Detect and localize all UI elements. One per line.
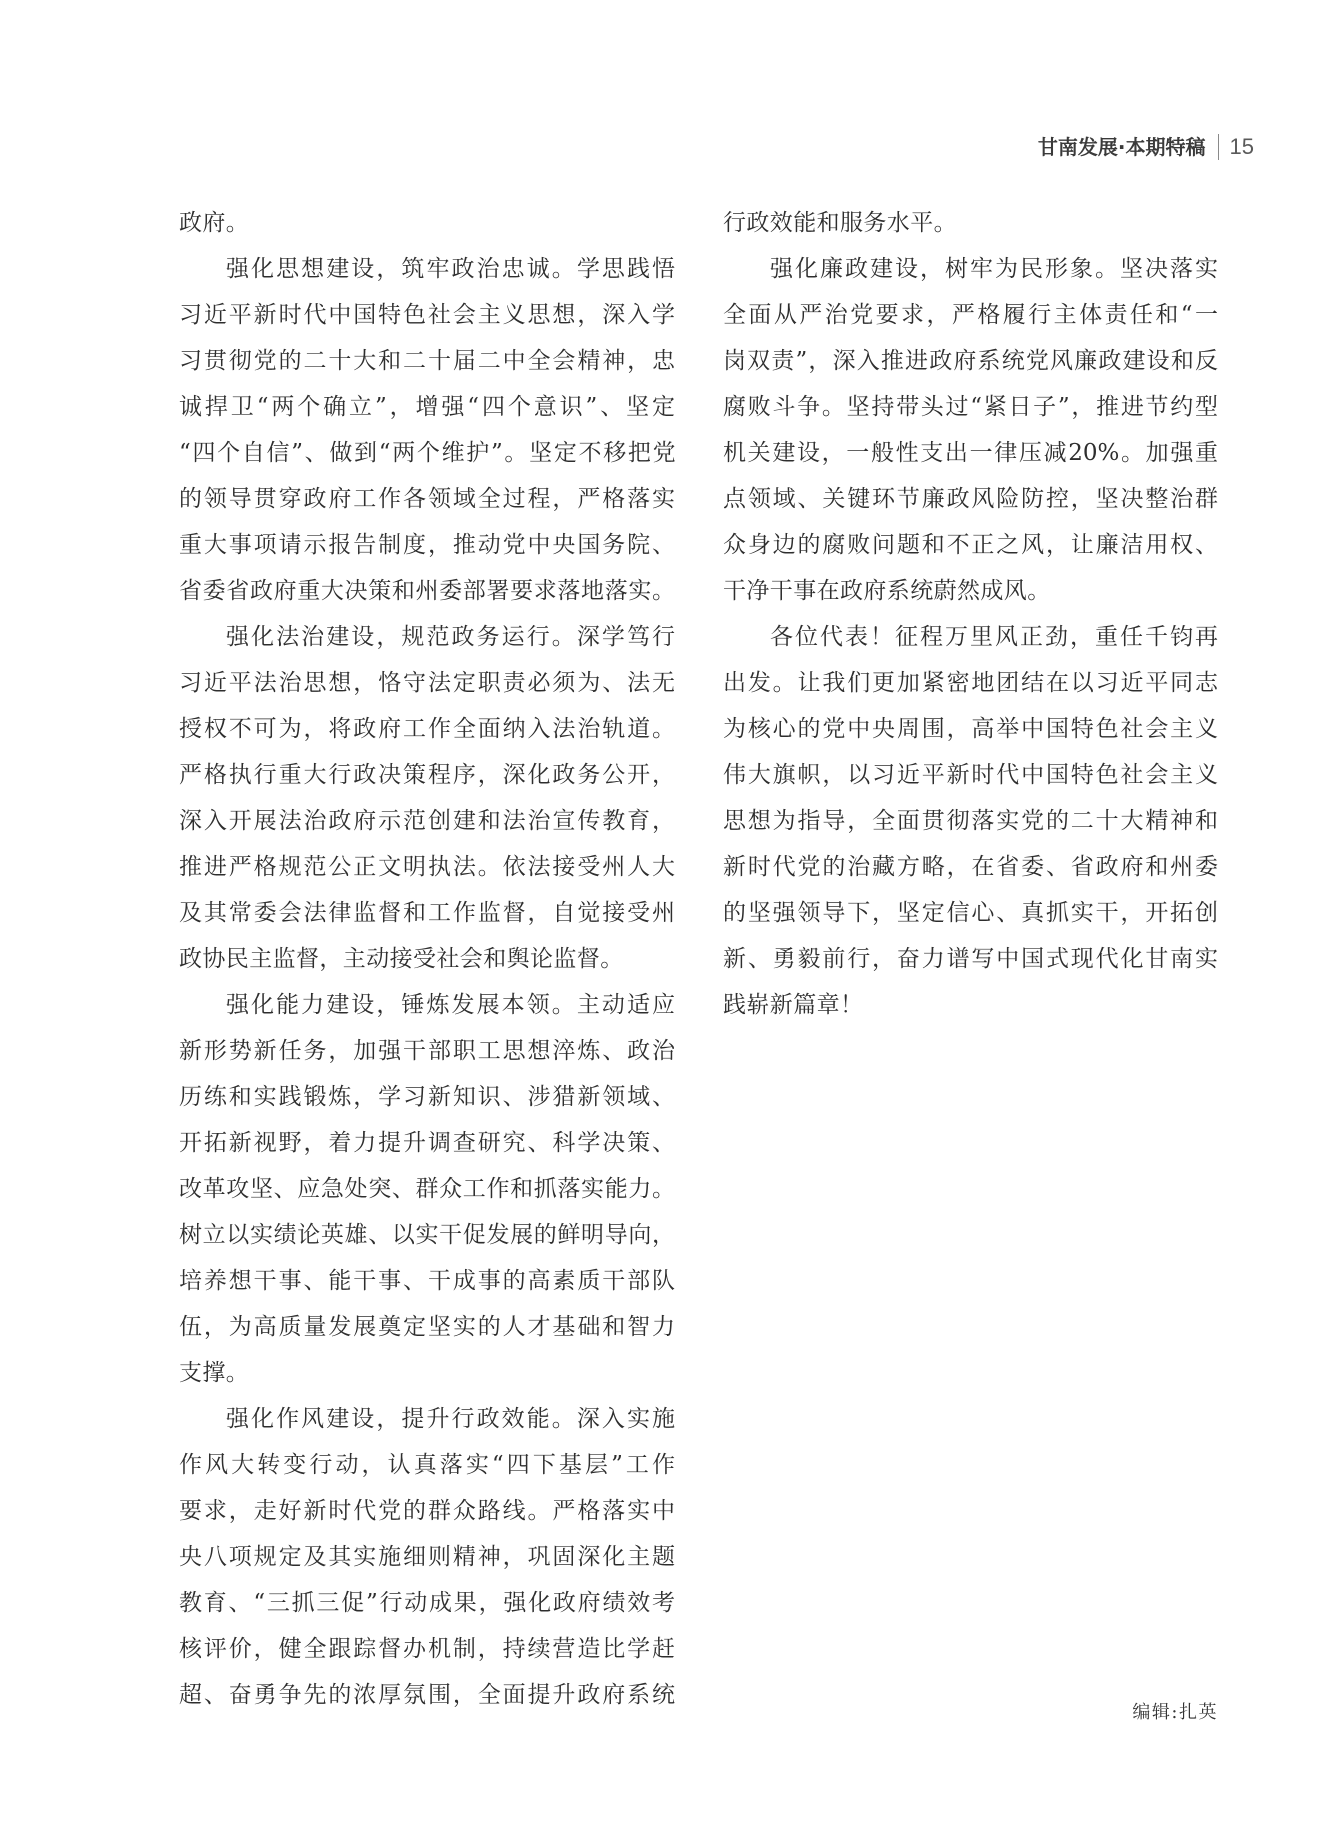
text-line: 树立以实绩论英雄、以实干促发展的鲜明导向， xyxy=(179,1222,675,1248)
text-line: 强化作风建设，提升行政效能。深入实施 xyxy=(226,1406,675,1432)
text-line: 新时代党的治藏方略，在省委、省政府和州委 xyxy=(723,854,1218,880)
text-line: 机关建设，一般性支出一律压减20%。加强重 xyxy=(723,440,1218,466)
paragraph xyxy=(179,200,675,246)
text-line: 践崭新篇章！ xyxy=(723,992,864,1018)
text-line: 政协民主监督，主动接受社会和舆论监督。 xyxy=(179,946,624,972)
text-line: 培养想干事、能干事、干成事的高素质干部队 xyxy=(179,1268,675,1294)
text-line: 及其常委会法律监督和工作监督，自觉接受州 xyxy=(179,900,675,926)
text-line: 各位代表！征程万里风正劲，重任千钧再 xyxy=(770,624,1218,650)
text-line: 诚捍卫“两个确立”，增强“四个意识”、坚定 xyxy=(179,394,675,420)
paragraph xyxy=(179,246,675,614)
text-line: 点领域、关键环节廉政风险防控，坚决整治群 xyxy=(723,486,1218,512)
paragraph xyxy=(179,614,675,982)
text-line: 干净干事在政府系统蔚然成风。 xyxy=(723,578,1051,604)
text-line: 岗双责”，深入推进政府系统党风廉政建设和反 xyxy=(723,348,1218,374)
text-line: 众身边的腐败问题和不正之风，让廉洁用权、 xyxy=(723,532,1218,558)
text-line: 重大事项请示报告制度，推动党中央国务院、 xyxy=(179,532,675,558)
text-line: 全面从严治党要求，严格履行主体责任和“一 xyxy=(723,302,1218,328)
text-line: 省委省政府重大决策和州委部署要求落地落实。 xyxy=(179,578,675,604)
text-line: 改革攻坚、应急处突、群众工作和抓落实能力。 xyxy=(179,1176,675,1202)
text-line: 推进严格规范公正文明执法。依法接受州人大 xyxy=(179,854,675,880)
paragraph xyxy=(723,246,1218,614)
text-line: 支撑。 xyxy=(179,1360,250,1386)
text-line: 思想为指导，全面贯彻落实党的二十大精神和 xyxy=(723,808,1218,834)
text-line: 腐败斗争。坚持带头过“紧日子”，推进节约型 xyxy=(723,394,1218,420)
text-line: 新形势新任务，加强干部职工思想淬炼、政治 xyxy=(179,1038,675,1064)
text-line: 严格执行重大行政决策程序，深化政务公开， xyxy=(179,762,675,788)
text-line: 强化廉政建设，树牢为民形象。坚决落实 xyxy=(770,256,1218,282)
text-line: 伍，为高质量发展奠定坚实的人才基础和智力 xyxy=(179,1314,675,1340)
left-column xyxy=(179,200,675,1718)
text-line: 新、勇毅前行，奋力谱写中国式现代化甘南实 xyxy=(723,946,1218,972)
text-line: 习近平新时代中国特色社会主义思想，深入学 xyxy=(179,302,675,328)
section-title: 甘南发展·本期特稿 xyxy=(1037,135,1206,159)
text-line: 出发。让我们更加紧密地团结在以习近平同志 xyxy=(723,670,1218,696)
text-line: 为核心的党中央周围，高举中国特色社会主义 xyxy=(723,716,1218,742)
text-line: 习贯彻党的二十大和二十届二中全会精神，忠 xyxy=(179,348,675,374)
text-line: “四个自信”、做到“两个维护”。坚定不移把党 xyxy=(179,440,675,466)
paragraph xyxy=(723,200,1218,246)
text-line: 教育、“三抓三促”行动成果，强化政府绩效考 xyxy=(179,1590,675,1616)
text-line: 的坚强领导下，坚定信心、真抓实干，开拓创 xyxy=(723,900,1218,926)
running-header xyxy=(1038,133,1254,161)
text-line: 强化法治建设，规范政务运行。深学笃行 xyxy=(226,624,675,650)
text-line: 深入开展法治政府示范创建和法治宣传教育， xyxy=(179,808,675,834)
text-line: 开拓新视野，着力提升调查研究、科学决策、 xyxy=(179,1130,675,1156)
paragraph xyxy=(723,614,1218,1028)
text-line: 历练和实践锻炼，学习新知识、涉猎新领域、 xyxy=(179,1084,675,1110)
header-divider xyxy=(1218,134,1219,160)
text-line: 行政效能和服务水平。 xyxy=(723,210,957,236)
text-line: 要求，走好新时代党的群众路线。严格落实中 xyxy=(179,1498,675,1524)
paragraph xyxy=(179,982,675,1396)
text-line: 作风大转变行动，认真落实“四下基层”工作 xyxy=(179,1452,675,1478)
text-line: 强化能力建设，锤炼发展本领。主动适应 xyxy=(226,992,675,1018)
text-line: 央八项规定及其实施细则精神，巩固深化主题 xyxy=(179,1544,675,1570)
text-line: 的领导贯穿政府工作各领域全过程，严格落实 xyxy=(179,486,675,512)
page-number: 15 xyxy=(1229,134,1254,159)
text-line: 超、奋勇争先的浓厚氛围，全面提升政府系统 xyxy=(179,1682,675,1708)
text-line: 政府。 xyxy=(179,210,250,236)
text-line: 核评价，健全跟踪督办机制，持续营造比学赶 xyxy=(179,1636,675,1662)
right-column xyxy=(723,200,1218,1028)
text-line: 授权不可为，将政府工作全面纳入法治轨道。 xyxy=(179,716,675,742)
editor-credit: 编辑:扎英 xyxy=(1132,1702,1218,1723)
text-line: 强化思想建设，筑牢政治忠诚。学思践悟 xyxy=(226,256,675,282)
text-line: 习近平法治思想，恪守法定职责必须为、法无 xyxy=(179,670,675,696)
paragraph xyxy=(179,1396,675,1718)
text-line: 伟大旗帜，以习近平新时代中国特色社会主义 xyxy=(723,762,1218,788)
